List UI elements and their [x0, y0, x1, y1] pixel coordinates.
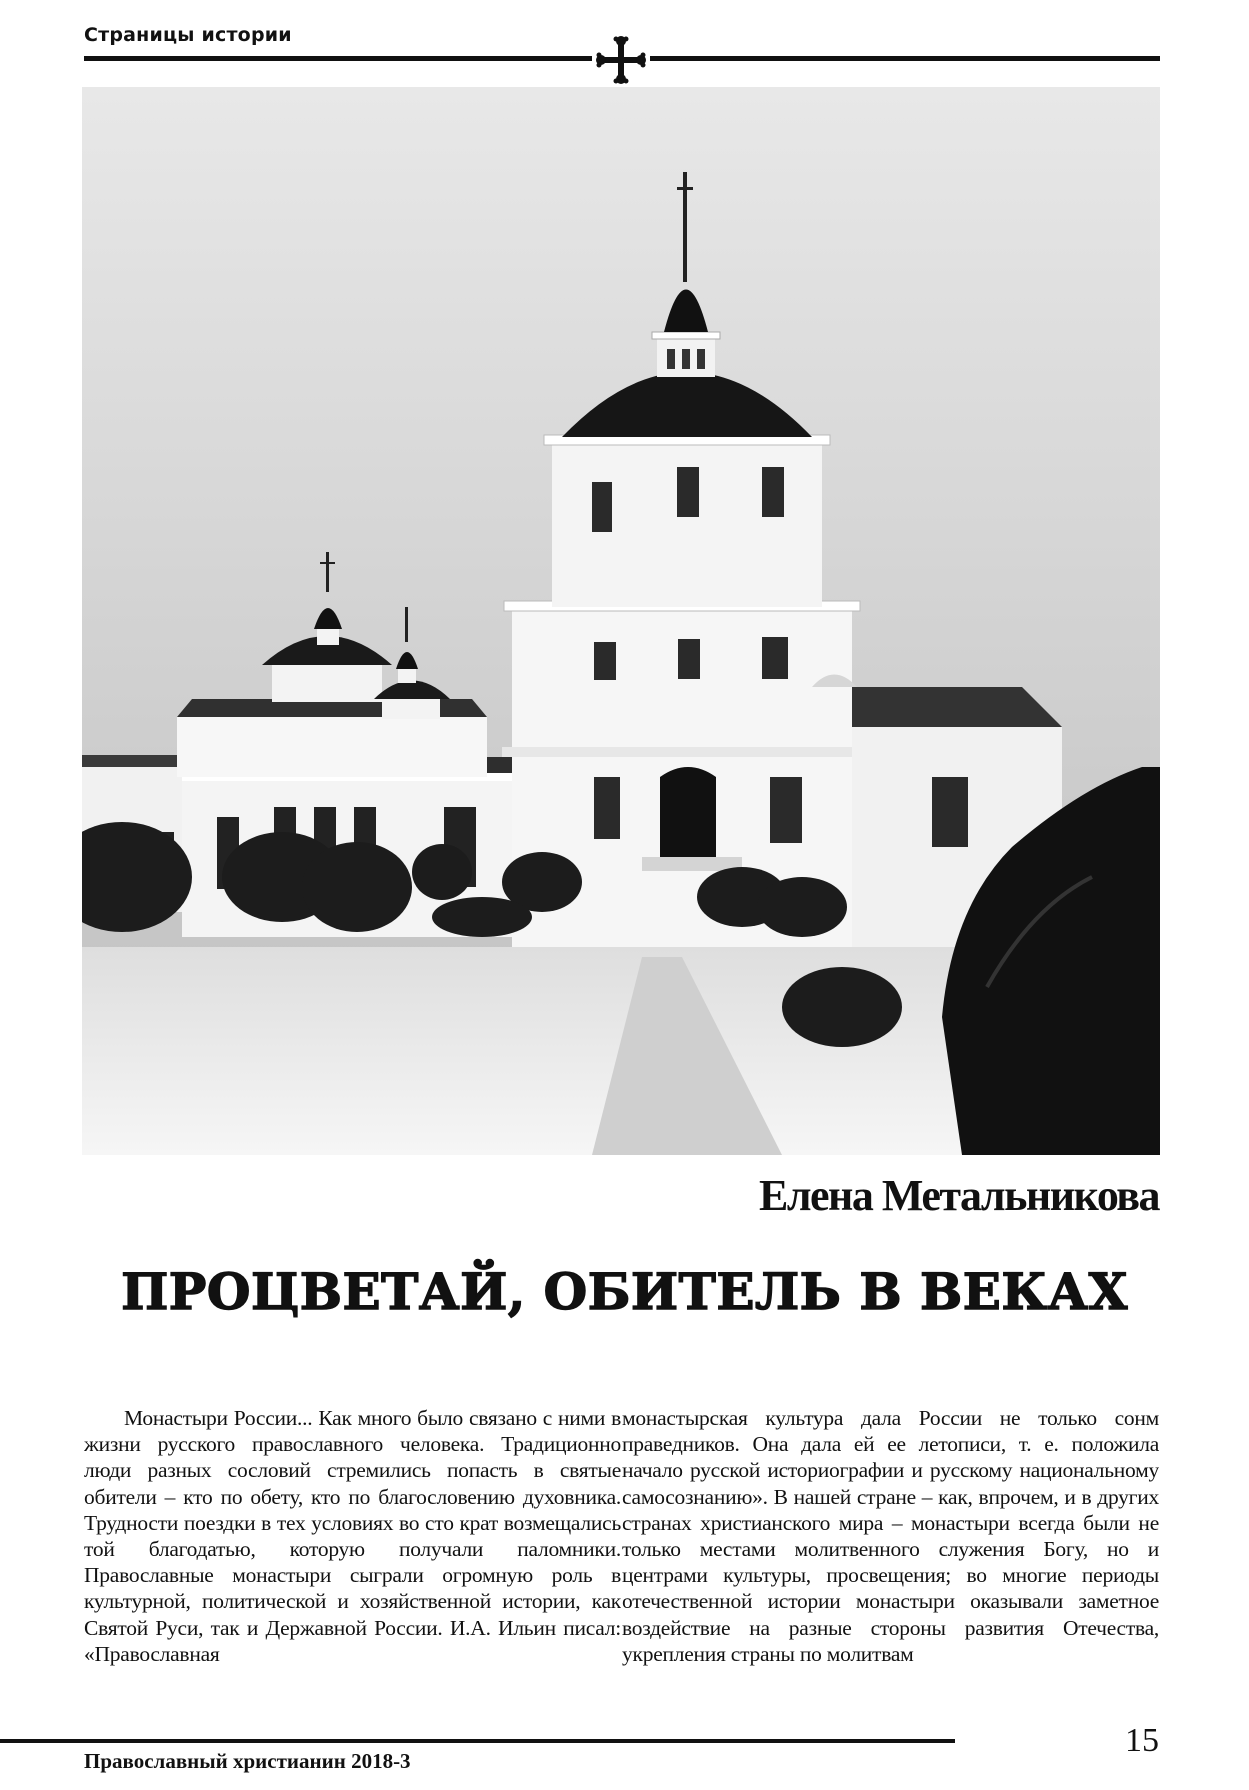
paragraph: монастырская культура дала России не только сонм праведников. Она дала ей ее летописи, т. е. положила начало русской историографии и русскому национальному самосознанию». В нашей стране – как, впрочем, и в других странах христианского мира – монастыри всегда были не только местами молитвенного служения Богу, но и центрами культуры, просвещения; во многие периоды отечественной истории монастыри оказывали заметное воздействие на разные стороны развития Отечества, укрепления страны по молитвам [622, 1406, 1159, 1666]
section-header: Страницы истории [84, 24, 292, 46]
article-title: ПРОЦВЕТАЙ, ОБИТЕЛЬ В ВЕКАХ [121, 1262, 1128, 1321]
header-rule-left [84, 56, 592, 61]
white-monastery-church-icon [82, 87, 1160, 1155]
paragraph: Монастыри России... Как много было связано с ними в жизни русского православного человека. Традиционно люди разных сословий стремились попасть в святые обители – кто по обету, кто по благословению духовника. Трудности поездки в тех условиях во сто крат возмещались той благодатью, которую получали паломники. Православные монастыри сыграли огромную роль в культурной, политической и хозяйственной истории, как Святой Руси, так и Державной России. И.А. Ильин писал: «Православная [84, 1406, 621, 1666]
page-number: 15 [1125, 1722, 1159, 1759]
journal-name: Православный христианин 2018-3 [84, 1749, 411, 1773]
article-column-left [84, 1405, 621, 1720]
footer-rule [0, 1739, 955, 1743]
article-author: Елена Метальникова [758, 1171, 1159, 1220]
article-column-right [622, 1405, 1159, 1720]
orthodox-cross-icon [596, 35, 646, 85]
header-rule-right [650, 56, 1160, 61]
